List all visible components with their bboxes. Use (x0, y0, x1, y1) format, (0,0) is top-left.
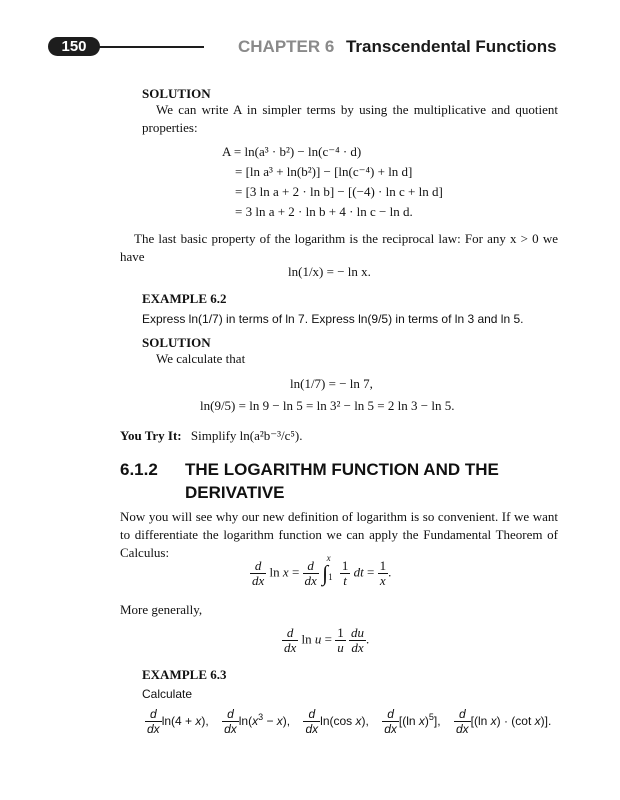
derivative-item-3: $\frac{d}{dx}$ ln(cos x), (305, 707, 369, 736)
chapter-title: Transcendental Functions (345, 37, 557, 56)
reciprocal-law-text: The last basic property of the logarithm is the reciprocal law: For any x > 0 we have (120, 231, 558, 264)
section-title-line-2: DERIVATIVE (185, 483, 285, 502)
header-rule (96, 46, 204, 48)
derivative-item-2: $\frac{d}{dx}$ $\ln(x^3 - x)$, (224, 707, 291, 736)
example-6-3-items (145, 707, 551, 736)
body-paragraph-2: More generally, (120, 602, 203, 617)
derivative-item-4: $\frac{d}{dx}$ [(ln x)$^5$], (384, 707, 441, 736)
equation-line-3: = [3 ln a + 2 · ln b] − [(−4) · ln c + ln d] (235, 184, 443, 199)
you-try-it-label: You Try It: (120, 428, 182, 443)
solution-heading: SOLUTION (142, 86, 211, 101)
solution-2-heading: SOLUTION (142, 335, 211, 350)
derivative-formula-2: $\frac{d}{dx}$ ln u = $\frac{1}{u}$ $\frac{du}{dx}$ . (284, 625, 370, 655)
solution-text: We can write A in simpler terms by using the multiplicative and quotient properties: (142, 102, 558, 135)
running-header (238, 37, 557, 57)
chapter-label: CHAPTER 6 (238, 37, 335, 56)
example-6-2-text: Express ln(1/7) in terms of ln 7. Express ln(9/5) in terms of ln 3 and ln 5. (142, 312, 524, 326)
example-6-3-text: Calculate (142, 687, 193, 701)
equation-line-2: = [ln a³ + ln(b²)] − [ln(c⁻⁴) + ln d] (235, 164, 413, 179)
example-6-3-heading: EXAMPLE 6.3 (142, 667, 227, 682)
solution-2-line-1: ln(1/7) = − ln 7, (290, 376, 373, 391)
you-try-it (120, 428, 303, 444)
solution-2-line-2: ln(9/5) = ln 9 − ln 5 = ln 3² − ln 5 = 2 ln 3 − ln 5. (200, 398, 455, 413)
solution-2-text: We calculate that (156, 351, 246, 366)
you-try-it-text: Simplify ln(a²b⁻³/c⁵). (190, 428, 303, 443)
equation-line-1: A = ln(a³ · b²) − ln(c⁻⁴ · d) (222, 144, 362, 159)
body-paragraph-1: Now you will see why our new definition of logarithm is so convenient. If we want to differentiate the logarithm function we can apply the Fundamental Theorem of Calculus: (120, 509, 558, 560)
derivative-item-5: $\frac{d}{dx}$ [(ln x) · (cot x)]. (455, 707, 552, 736)
section-number: 6.1.2 (120, 460, 158, 479)
equation-line-4: = 3 ln a + 2 · ln b + 4 · ln c − ln d. (235, 204, 413, 219)
derivative-item-1: $\frac{d}{dx}$ ln(4 + x), (147, 707, 209, 736)
section-title-line-1: THE LOGARITHM FUNCTION AND THE (185, 460, 499, 479)
page-number: 150 (61, 38, 87, 55)
example-6-2-heading: EXAMPLE 6.2 (142, 291, 227, 306)
reciprocal-law-formula: ln(1/x) = − ln x. (288, 264, 371, 279)
derivative-formula-1: $\frac{d}{dx}$ ln x = $\frac{d}{dx}$ $\int_1^x$ $\frac{1}{t}$ dt = $\frac{1}{x}$ . (252, 553, 392, 588)
